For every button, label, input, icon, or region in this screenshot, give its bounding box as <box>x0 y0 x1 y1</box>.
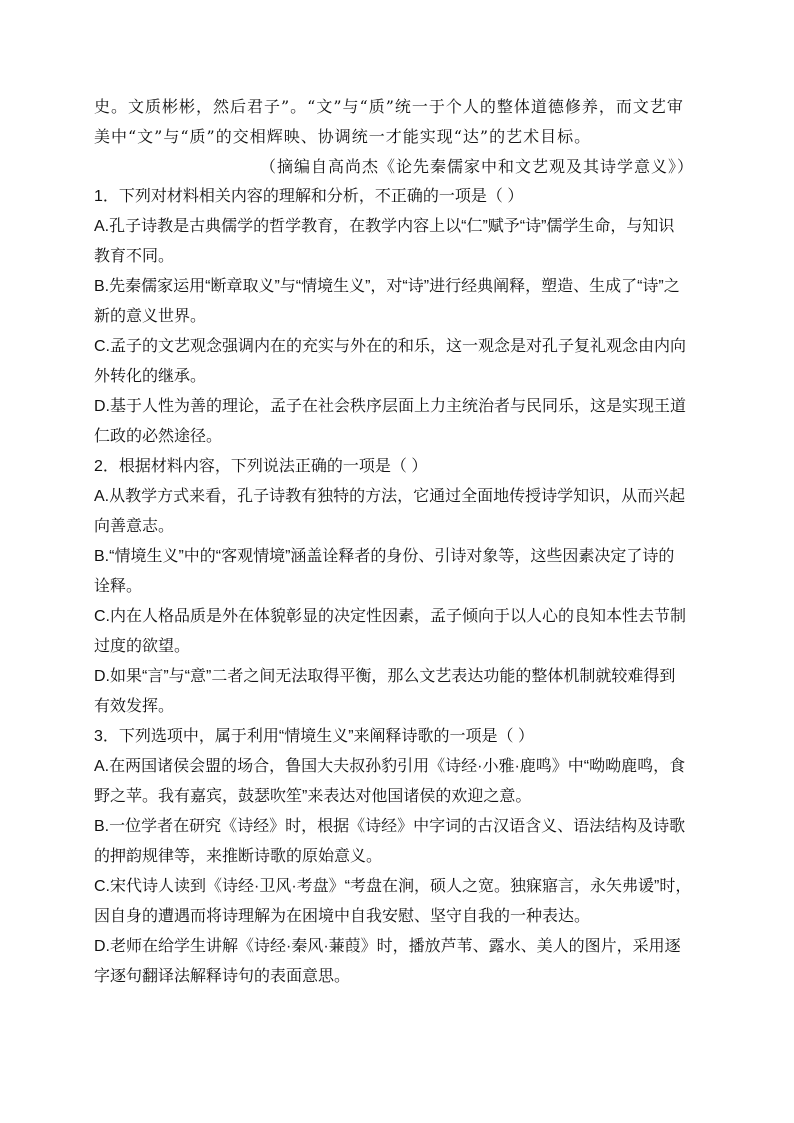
option-b[interactable] <box>94 272 700 332</box>
option-line: D.如果“言”与“意”二者之间无法取得平衡，那么文艺表达功能的整体机制就较难得到 <box>94 668 676 685</box>
source-citation: （摘编自高尚杰《论先秦儒家中和文艺观及其诗学意义》） <box>259 157 694 176</box>
option-a[interactable] <box>94 482 700 542</box>
option-line: 仁政的必然途径。 <box>94 428 223 445</box>
option-line: 过度的欲望。 <box>94 638 191 655</box>
option-line: B.先秦儒家运用“断章取义”与“情境生义”，对“诗”进行经典阐释，塑造、生成了“诗”之 <box>94 278 680 295</box>
option-d[interactable] <box>94 392 700 452</box>
option-line: 外转化的继承。 <box>94 368 207 385</box>
option-b[interactable] <box>94 812 700 872</box>
question-stem: 1．下列对材料相关内容的理解和分析，不正确的一项是（ ） <box>94 188 524 205</box>
option-line: A.孔子诗教是古典儒学的哲学教育，在教学内容上以“仁”赋予“诗”儒学生命，与知识 <box>94 218 675 235</box>
question-3 <box>94 722 700 992</box>
option-d[interactable] <box>94 662 700 722</box>
option-line: 诠释。 <box>94 578 143 595</box>
passage-line: 史。文质彬彬，然后君子”。“文”与“质”统一于个人的整体道德修养，而文艺审 <box>94 97 684 116</box>
option-a[interactable] <box>94 752 700 812</box>
option-line: D.基于人性为善的理论，孟子在社会秩序层面上力主统治者与民同乐，这是实现王道 <box>94 398 687 415</box>
option-line: 野之苹。我有嘉宾，鼓瑟吹笙”来表达对他国诸侯的欢迎之意。 <box>94 788 532 805</box>
option-line: C.孟子的文艺观念强调内在的充实与外在的和乐，这一观念是对孔子复礼观念由内向 <box>94 338 687 355</box>
option-line: 有效发挥。 <box>94 698 175 715</box>
option-line: 的押韵规律等，来推断诗歌的原始意义。 <box>94 848 383 865</box>
passage-line: 美中“文”与“质”的交相辉映、协调统一才能实现“达”的艺术目标。 <box>94 127 592 146</box>
option-line: B.“情境生义”中的“客观情境”涵盖诠释者的身份、引诗对象等，这些因素决定了诗的 <box>94 548 675 565</box>
option-line: C.内在人格品质是外在体貌彰显的决定性因素，孟子倾向于以人心的良知本性去节制 <box>94 608 687 625</box>
option-line: C.宋代诗人读到《诗经·卫风·考盘》“考盘在涧，硕人之宽。独寐寤言，永矢弗谖”时， <box>94 878 692 895</box>
option-line: 向善意志。 <box>94 518 175 535</box>
option-c[interactable] <box>94 872 700 932</box>
option-d[interactable] <box>94 932 700 992</box>
option-line: D.老师在给学生讲解《诗经·秦风·蒹葭》时，播放芦苇、露水、美人的图片，采用逐 <box>94 938 681 955</box>
option-line: B.一位学者在研究《诗经》时，根据《诗经》中字词的古汉语含义、语法结构及诗歌 <box>94 818 686 835</box>
option-line: A.在两国诸侯会盟的场合，鲁国大夫叔孙豹引用《诗经·小雅·鹿鸣》中“呦呦鹿鸣，食 <box>94 758 686 775</box>
question-stem: 2．根据材料内容，下列说法正确的一项是（ ） <box>94 458 428 475</box>
option-line: 新的意义世界。 <box>94 308 207 325</box>
passage-excerpt <box>94 92 700 182</box>
option-a[interactable] <box>94 212 700 272</box>
question-2 <box>94 452 700 722</box>
question-1 <box>94 182 700 452</box>
option-line: 教育不同。 <box>94 248 175 265</box>
option-line: 字逐句翻译法解释诗句的表面意思。 <box>94 968 351 985</box>
question-stem: 3．下列选项中，属于利用“情境生义”来阐释诗歌的一项是（ ） <box>94 728 535 745</box>
option-c[interactable] <box>94 332 700 392</box>
option-c[interactable] <box>94 602 700 662</box>
option-line: A.从教学方式来看，孔子诗教有独特的方法，它通过全面地传授诗学知识，从而兴起 <box>94 488 686 505</box>
option-line: 因自身的遭遇而将诗理解为在困境中自我安慰、坚守自我的一种表达。 <box>94 908 591 925</box>
option-b[interactable] <box>94 542 700 602</box>
